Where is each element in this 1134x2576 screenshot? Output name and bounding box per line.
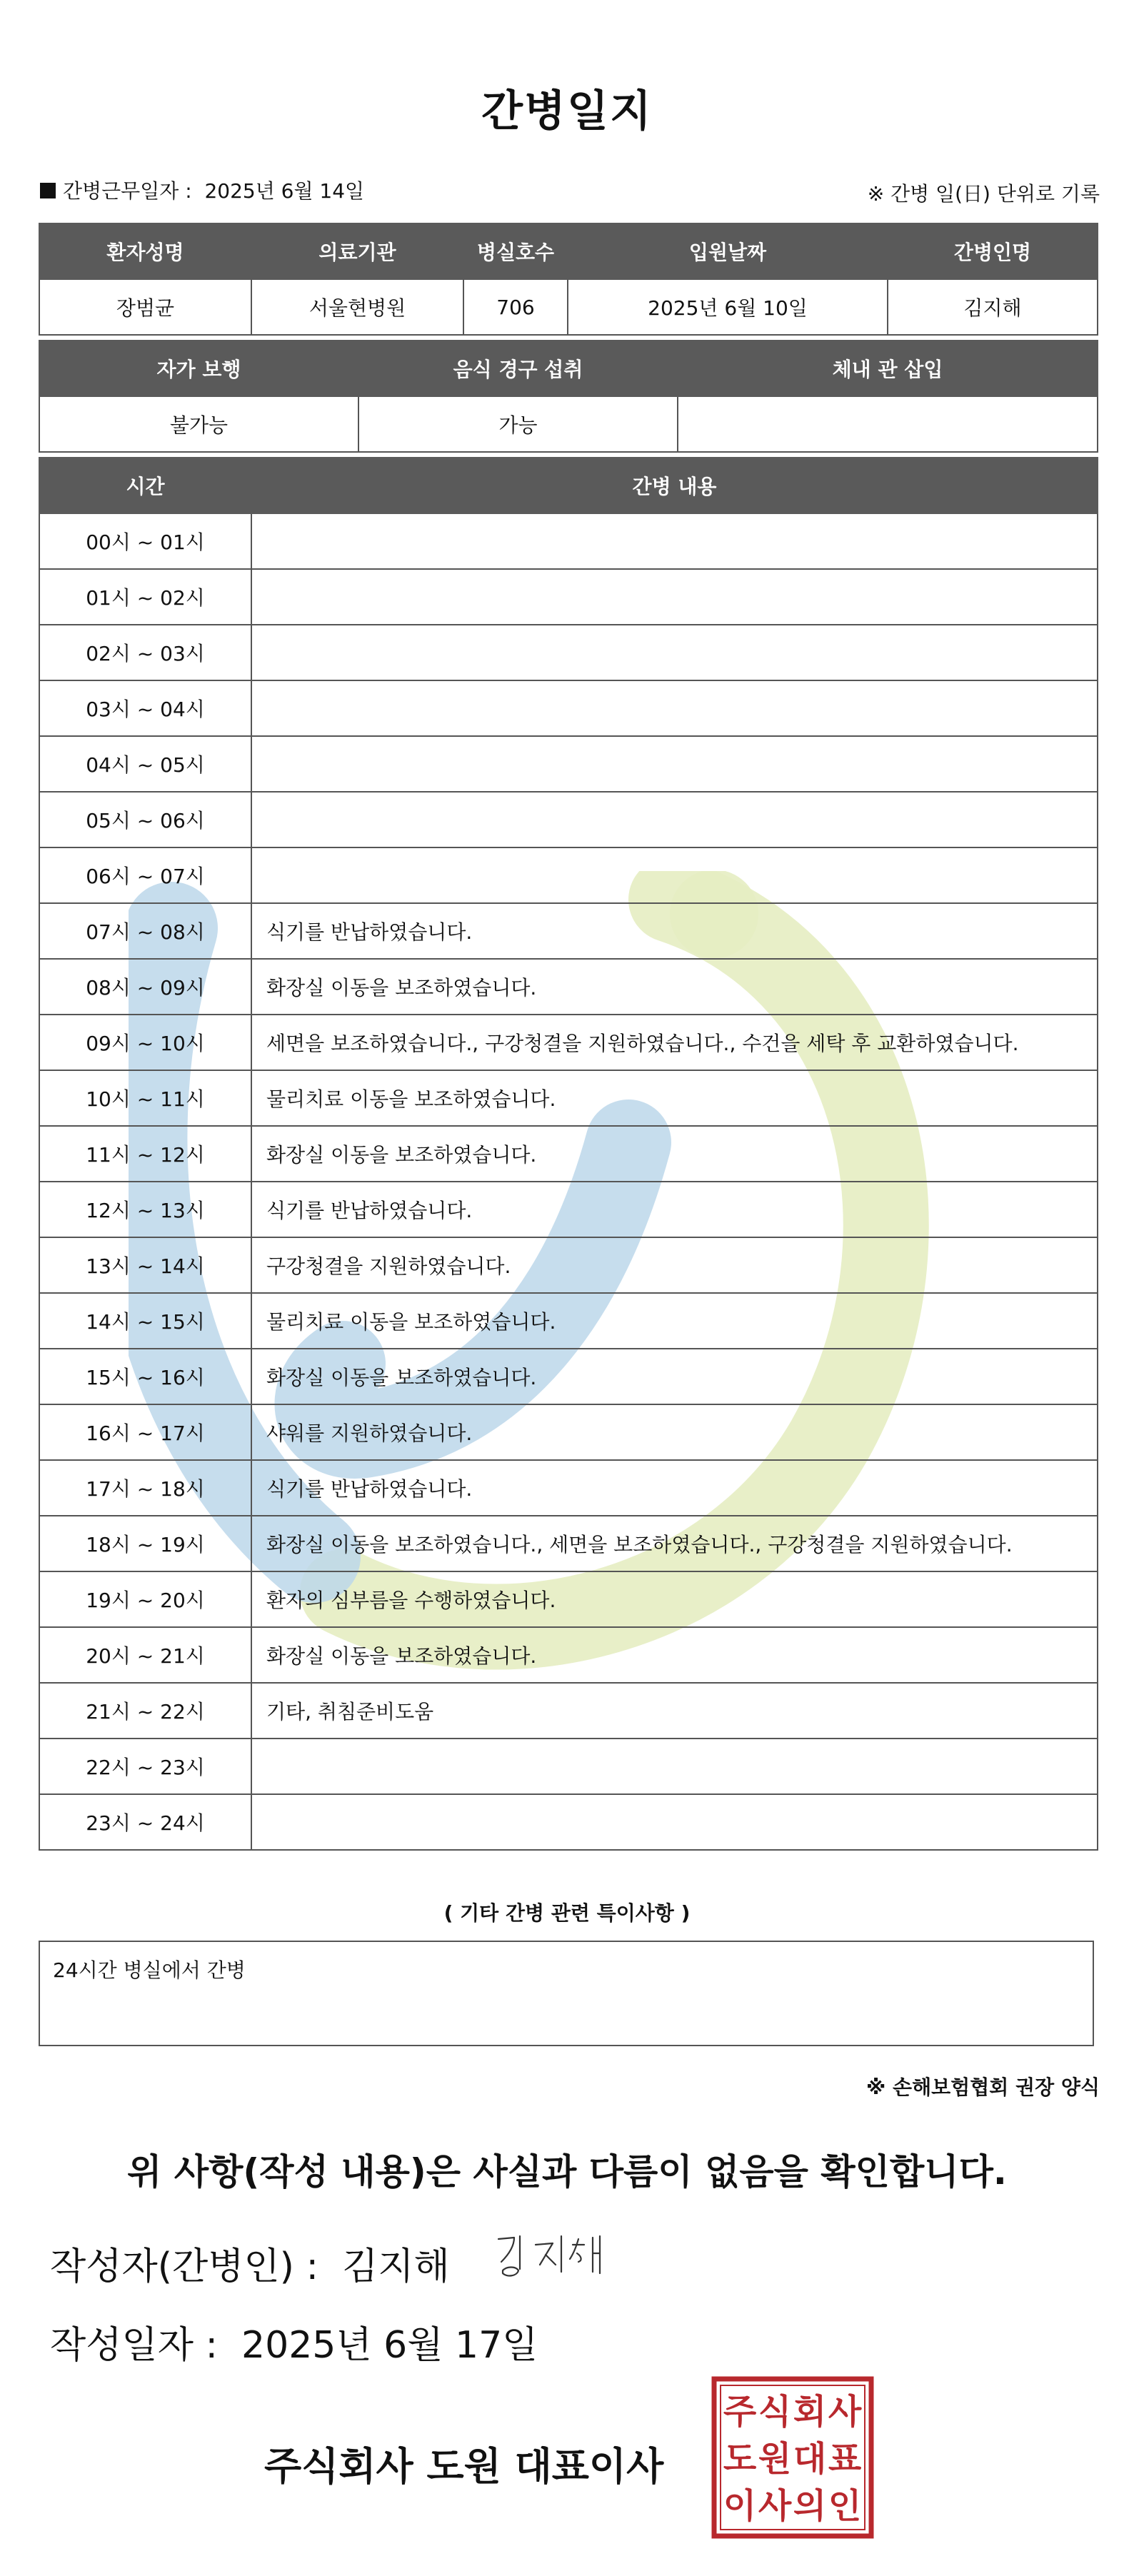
care-log-content xyxy=(251,513,1098,569)
care-log-content: 식기를 반납하였습니다. xyxy=(251,1460,1098,1516)
care-log-row xyxy=(39,625,1098,680)
work-date-value: 2025년 6월 14일 xyxy=(204,179,365,203)
form-note: ※ 손해보험협회 권장 양식 xyxy=(866,2076,1100,2099)
page-title: 간병일지 xyxy=(481,86,653,136)
writer-label: 작성자(간병인) : xyxy=(50,2245,319,2288)
seal-character: 대 xyxy=(793,2439,827,2479)
care-log-content: 환자의 심부름을 수행하였습니다. xyxy=(251,1571,1098,1627)
care-log-time: 04시 ~ 05시 xyxy=(39,736,251,792)
header-tube-insertion: 체내 관 삽입 xyxy=(678,341,1098,396)
care-log-time: 18시 ~ 19시 xyxy=(39,1516,251,1571)
admission-date: 2025년 6월 10일 xyxy=(568,279,888,335)
seal-character: 주 xyxy=(723,2392,757,2432)
care-log-content: 기타, 취침준비도움 xyxy=(251,1683,1098,1739)
care-log-content: 화장실 이동을 보조하였습니다. xyxy=(251,1627,1098,1683)
tube-insertion-value xyxy=(678,396,1098,452)
company-name: 주식회사 도원 대표이사 xyxy=(264,2444,664,2489)
care-log-row xyxy=(39,959,1098,1015)
care-log-time: 23시 ~ 24시 xyxy=(39,1794,251,1850)
care-log-time: 09시 ~ 10시 xyxy=(39,1015,251,1070)
care-log-time: 16시 ~ 17시 xyxy=(39,1404,251,1460)
header-care-content: 간병 내용 xyxy=(251,458,1098,513)
care-log-row xyxy=(39,1015,1098,1070)
care-log-content xyxy=(251,625,1098,680)
notes-box xyxy=(39,1941,1094,2046)
care-log-row xyxy=(39,1237,1098,1293)
care-log-row xyxy=(39,1182,1098,1237)
header-admission-date: 입원날짜 xyxy=(568,223,888,279)
seal-character: 이 xyxy=(723,2486,757,2526)
care-log-content: 화장실 이동을 보조하였습니다. xyxy=(251,1126,1098,1182)
status-header-row xyxy=(39,341,1098,396)
status-value-row xyxy=(39,396,1098,452)
care-log-time: 00시 ~ 01시 xyxy=(39,513,251,569)
care-log-content: 식기를 반납하였습니다. xyxy=(251,903,1098,959)
patient-status-table xyxy=(39,340,1098,453)
care-log-time: 14시 ~ 15시 xyxy=(39,1293,251,1349)
care-log-row xyxy=(39,736,1098,792)
care-log-row xyxy=(39,1293,1098,1349)
care-log-time: 21시 ~ 22시 xyxy=(39,1683,251,1739)
patient-info-header-row xyxy=(39,223,1098,279)
room-number: 706 xyxy=(463,279,568,335)
care-log-time: 08시 ~ 09시 xyxy=(39,959,251,1015)
care-log-content xyxy=(251,847,1098,903)
care-log-row xyxy=(39,903,1098,959)
work-date xyxy=(40,176,364,204)
care-log-time: 15시 ~ 16시 xyxy=(39,1349,251,1404)
care-log-content: 샤워를 지원하였습니다. xyxy=(251,1404,1098,1460)
care-log-time: 22시 ~ 23시 xyxy=(39,1739,251,1794)
care-log-body xyxy=(39,513,1098,1850)
care-log-time: 19시 ~ 20시 xyxy=(39,1571,251,1627)
self-walking-value: 불가능 xyxy=(39,396,358,452)
care-log-row xyxy=(39,569,1098,625)
care-log-row xyxy=(39,1349,1098,1404)
company-seal xyxy=(711,2376,874,2539)
seal-character: 사 xyxy=(758,2486,792,2526)
writer-line xyxy=(50,2236,450,2290)
patient-info-table xyxy=(39,223,1098,336)
written-date-label: 작성일자 : xyxy=(50,2324,218,2367)
care-log-time: 11시 ~ 12시 xyxy=(39,1126,251,1182)
care-log-row xyxy=(39,792,1098,847)
care-log-row xyxy=(39,1460,1098,1516)
care-log-time: 03시 ~ 04시 xyxy=(39,680,251,736)
seal-character: 표 xyxy=(828,2439,862,2479)
handwritten-signature xyxy=(493,2229,614,2286)
header-caregiver: 간병인명 xyxy=(888,223,1098,279)
care-log-content: 세면을 보조하였습니다., 구강청결을 지원하였습니다., 수건을 세탁 후 교환하였습니다. xyxy=(251,1015,1098,1070)
notes-title: ( 기타 간병 관련 특이사항 ) xyxy=(443,1901,691,1925)
care-log-content: 구강청결을 지원하였습니다. xyxy=(251,1237,1098,1293)
patient-info-value-row xyxy=(39,279,1098,335)
seal-character: 원 xyxy=(758,2439,792,2479)
care-log-time: 13시 ~ 14시 xyxy=(39,1237,251,1293)
care-log-row xyxy=(39,1070,1098,1126)
care-log-time: 07시 ~ 08시 xyxy=(39,903,251,959)
header-room: 병실호수 xyxy=(463,223,568,279)
header-oral-intake: 음식 경구 섭취 xyxy=(358,341,678,396)
header-hospital: 의료기관 xyxy=(251,223,463,279)
notes-text: 24시간 병실에서 간병 xyxy=(53,1958,246,1982)
care-log-content: 물리치료 이동을 보조하였습니다. xyxy=(251,1070,1098,1126)
care-log-content xyxy=(251,792,1098,847)
seal-character: 식 xyxy=(758,2392,792,2432)
care-log-time: 05시 ~ 06시 xyxy=(39,792,251,847)
care-log-content xyxy=(251,736,1098,792)
care-log-row xyxy=(39,513,1098,569)
confirmation-statement: 위 사항(작성 내용)은 사실과 다름이 없음을 확인합니다. xyxy=(127,2151,1007,2193)
care-log-time: 12시 ~ 13시 xyxy=(39,1182,251,1237)
header-patient-name: 환자성명 xyxy=(39,223,251,279)
care-log-content xyxy=(251,680,1098,736)
care-log-time: 20시 ~ 21시 xyxy=(39,1627,251,1683)
care-log-content: 화장실 이동을 보조하였습니다. xyxy=(251,1349,1098,1404)
unit-note: ※ 간병 일(日) 단위로 기록 xyxy=(867,182,1100,206)
care-log-row xyxy=(39,1739,1098,1794)
care-log-content: 화장실 이동을 보조하였습니다. xyxy=(251,959,1098,1015)
care-log-table xyxy=(39,457,1098,1851)
care-log-content: 화장실 이동을 보조하였습니다., 세면을 보조하였습니다., 구강청결을 지원하였습니다. xyxy=(251,1516,1098,1571)
patient-name: 장범균 xyxy=(39,279,251,335)
care-log-row xyxy=(39,1571,1098,1627)
work-date-label: 간병근무일자 : xyxy=(63,179,192,203)
seal-character: 회 xyxy=(793,2392,827,2432)
care-log-time: 10시 ~ 11시 xyxy=(39,1070,251,1126)
square-bullet-icon xyxy=(40,183,56,198)
care-log-row xyxy=(39,847,1098,903)
care-log-row xyxy=(39,1794,1098,1850)
care-log-row xyxy=(39,1627,1098,1683)
oral-intake-value: 가능 xyxy=(358,396,678,452)
care-log-row xyxy=(39,680,1098,736)
care-log-row xyxy=(39,1516,1098,1571)
header-time: 시간 xyxy=(39,458,251,513)
writer-name: 김지해 xyxy=(342,2245,450,2288)
care-log-time: 17시 ~ 18시 xyxy=(39,1460,251,1516)
care-log-time: 06시 ~ 07시 xyxy=(39,847,251,903)
header-self-walking: 자가 보행 xyxy=(39,341,358,396)
seal-character: 사 xyxy=(828,2392,862,2432)
care-log-row xyxy=(39,1683,1098,1739)
caregiver-name: 김지해 xyxy=(888,279,1098,335)
care-log-content xyxy=(251,569,1098,625)
care-log-time: 02시 ~ 03시 xyxy=(39,625,251,680)
care-log-content xyxy=(251,1739,1098,1794)
hospital-name: 서울현병원 xyxy=(251,279,463,335)
care-log-content xyxy=(251,1794,1098,1850)
written-date-value: 2025년 6월 17일 xyxy=(241,2324,538,2367)
care-log-header-row xyxy=(39,458,1098,513)
seal-character: 도 xyxy=(723,2439,757,2479)
written-date-line xyxy=(50,2315,538,2368)
care-log-content: 물리치료 이동을 보조하였습니다. xyxy=(251,1293,1098,1349)
seal-character: 인 xyxy=(828,2486,862,2526)
seal-character: 의 xyxy=(793,2486,827,2526)
care-log-row xyxy=(39,1126,1098,1182)
care-log-content: 식기를 반납하였습니다. xyxy=(251,1182,1098,1237)
care-log-time: 01시 ~ 02시 xyxy=(39,569,251,625)
care-log-row xyxy=(39,1404,1098,1460)
